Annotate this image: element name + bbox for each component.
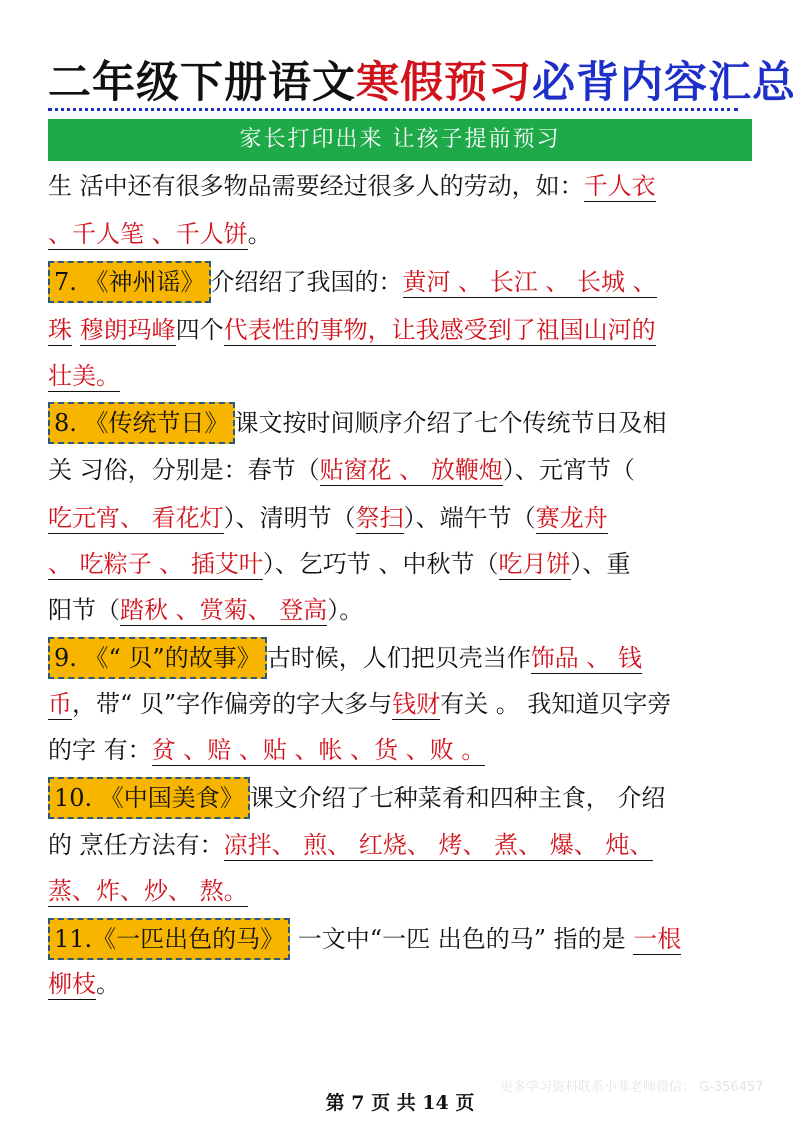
answer-text: 黄河 、 长江 、 长城 、 <box>402 268 657 296</box>
lesson-label-10: 10. 《中国美食》 <box>48 777 250 819</box>
line-text: 有关 。 我知道贝字旁 <box>440 690 672 718</box>
line-text: 介绍绍了我国的： <box>210 268 403 296</box>
line-text: ）、乞巧节 、中秋节（ <box>262 550 499 578</box>
green-banner: 家长打印出来 让孩子提前预习 <box>48 119 752 161</box>
text-line-5 <box>48 356 120 396</box>
line-text: ）、清明节（ <box>223 504 356 532</box>
text-line-11 <box>48 637 642 677</box>
line-text: 。 <box>96 970 120 998</box>
answer-text: 让我感受到了祖国山河的 <box>391 316 656 344</box>
answer-text: 代表性的事物， <box>223 316 392 344</box>
text-line-17 <box>48 918 681 958</box>
answer-text: 贫 、赔 、贴 、帐 、货 、败 。 <box>151 736 486 764</box>
answer-text: 贴窗花 、 放鞭炮 <box>319 456 503 484</box>
answer-text: 凉拌、 煎、 红烧、 烤、 煮、 爆、 炖、 <box>223 831 654 859</box>
page-number: 第 7 页 共 14 页 <box>325 1092 475 1114</box>
answer-text: 蒸、炸、炒、 熬。 <box>48 877 248 905</box>
answer-text: 壮美。 <box>48 362 120 390</box>
answer-text: 柳枝 <box>48 970 96 998</box>
answer-text: 踏秋 、赏菊、 登高 <box>120 596 328 624</box>
line-text: 课文按时间顺序介绍了七个传统节日及相 <box>234 409 667 437</box>
title-dotted-rule <box>48 108 738 111</box>
answer-text: 千人衣 <box>583 172 656 200</box>
text-line-8 <box>48 498 608 538</box>
watermark: 更多学习资料联系小菲老师微信： G-356457 <box>500 1080 764 1095</box>
line-text: 。 <box>247 220 272 248</box>
text-line-3 <box>48 261 657 301</box>
line-text: ，带“ 贝”字作偏旁的字大多与 <box>72 690 393 718</box>
line-text: ）、端午节（ <box>403 504 536 532</box>
line-text: ）。 <box>327 596 364 624</box>
text-line-9 <box>48 544 631 584</box>
text-line-6 <box>48 402 667 442</box>
page-title <box>48 52 796 114</box>
text-line-12 <box>48 684 671 724</box>
line-text: 阳节（ <box>48 596 120 624</box>
answer-text: 、 吃粽子 、 插艾叶 <box>48 550 263 578</box>
lesson-label-9: 9. 《“ 贝”的故事》 <box>48 637 267 679</box>
title-part-summary: 必背内容汇总 <box>532 58 796 108</box>
text-line-16 <box>48 871 248 911</box>
line-text: 关 习俗，分别是：春节（ <box>48 456 320 484</box>
lesson-label-7: 7. 《神州谣》 <box>48 261 211 303</box>
line-text: 的字 有： <box>48 736 152 764</box>
line-text: ）、重 <box>570 550 631 578</box>
text-line-18 <box>48 964 120 1004</box>
line-space <box>72 316 80 344</box>
line-text: 一文中“一匹 出色的马” 指的是 <box>290 925 626 953</box>
line-text: 的 烹任方法有： <box>48 831 224 859</box>
title-part-preview: 寒假预习 <box>356 58 532 108</box>
answer-text: 吃元宵、 看花灯 <box>48 504 224 532</box>
text-line-13 <box>48 730 485 770</box>
answer-text: 祭扫 <box>355 504 404 532</box>
text-line-14 <box>48 777 665 817</box>
line-text: 四个 <box>175 316 224 344</box>
answer-text: 、千人笔 、千人饼 <box>48 220 248 248</box>
text-line-10 <box>48 590 363 630</box>
answer-text: 吃月饼 <box>498 550 571 578</box>
answer-text: 钱财 <box>392 690 441 718</box>
answer-text: 一根 <box>633 925 682 953</box>
text-line-4 <box>48 310 656 350</box>
line-text: 古时候，人们把贝壳当作 <box>266 644 531 672</box>
text-line-2 <box>48 214 272 254</box>
answer-text: 赛龙舟 <box>535 504 608 532</box>
line-text: 生 活中还有很多物品需要经过很多人的劳动，如： <box>48 172 584 200</box>
answer-text: 饰品 、 钱 <box>530 644 642 672</box>
lesson-label-8: 8. 《传统节日》 <box>48 402 235 444</box>
answer-text: 珠 <box>48 316 72 344</box>
text-line-15 <box>48 825 653 865</box>
lesson-label-11: 11.《一匹出色的马》 <box>48 918 290 960</box>
line-text: 课文介绍了七种菜肴和四种主食， 介绍 <box>249 784 666 812</box>
answer-text: 穆朗玛峰 <box>79 316 176 344</box>
title-part-grade: 二年级下册语文 <box>48 58 356 108</box>
text-line-1 <box>48 166 656 206</box>
text-line-7 <box>48 450 635 490</box>
line-text: ）、元宵节（ <box>502 456 635 484</box>
answer-text: 币 <box>48 690 72 718</box>
